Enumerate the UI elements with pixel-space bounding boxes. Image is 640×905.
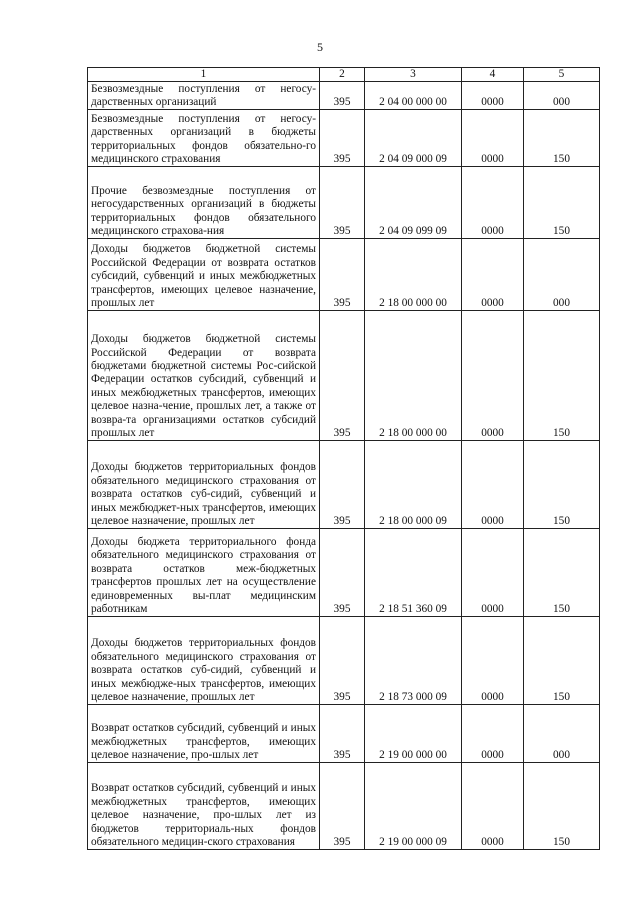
row-name: Доходы бюджетов территориальных фондов обязательного медицинского страхования от возврата остатков суб-сидий, субвенций и иных межбюджет-ных трансфертов, имеющих целевое назначение, прошлых лет: [88, 441, 320, 529]
row-col-3: 2 18 51 360 09: [365, 529, 462, 617]
header-col-3: 3: [365, 68, 462, 82]
table-row: [88, 705, 600, 763]
row-col-4: 0000: [462, 311, 524, 441]
table-row: [88, 239, 600, 311]
header-col-4: 4: [462, 68, 524, 82]
row-name: Доходы бюджета территориального фонда обязательного медицинского страхования от возврата остатков меж-бюджетных трансфертов прошлых лет на осуществление единовременных вы-плат медицинским работникам: [88, 529, 320, 617]
header-col-2: 2: [320, 68, 365, 82]
row-col-2: 395: [320, 110, 365, 167]
table-row: [88, 441, 600, 529]
row-col-3: 2 19 00 000 09: [365, 763, 462, 850]
row-col-4: 0000: [462, 239, 524, 311]
row-col-4: 0000: [462, 529, 524, 617]
row-name: Прочие безвозмездные поступления от негосударственных организаций в бюджеты территориальных фондов обязательного медицинского страхова-ния: [88, 167, 320, 239]
header-col-5: 5: [524, 68, 600, 82]
row-col-4: 0000: [462, 82, 524, 110]
row-name: Возврат остатков субсидий, субвенций и иных межбюджетных трансфертов, имеющих целевое назначение, про-шлых лет из бюджетов территориаль-ных фондов обязательного медицин-ского страхования: [88, 763, 320, 850]
row-col-2: 395: [320, 167, 365, 239]
row-col-5: 150: [524, 441, 600, 529]
row-col-3: 2 18 00 000 00: [365, 239, 462, 311]
table-row: [88, 311, 600, 441]
row-col-5: 150: [524, 763, 600, 850]
row-col-2: 395: [320, 82, 365, 110]
row-col-2: 395: [320, 239, 365, 311]
table-row: [88, 617, 600, 705]
row-col-5: 150: [524, 311, 600, 441]
row-col-4: 0000: [462, 617, 524, 705]
row-col-5: 000: [524, 239, 600, 311]
row-col-3: 2 19 00 000 00: [365, 705, 462, 763]
row-col-3: 2 04 09 099 09: [365, 167, 462, 239]
row-col-2: 395: [320, 311, 365, 441]
page-number: 5: [317, 40, 323, 54]
table-row: [88, 529, 600, 617]
row-col-4: 0000: [462, 763, 524, 850]
row-col-5: 000: [524, 82, 600, 110]
row-col-4: 0000: [462, 705, 524, 763]
row-col-3: 2 18 73 000 09: [365, 617, 462, 705]
row-col-5: 000: [524, 705, 600, 763]
table-row: [88, 167, 600, 239]
row-col-2: 395: [320, 617, 365, 705]
row-name: Безвозмездные поступления от негосу-дарственных организаций в бюджеты территориальных фондов обязательно-го медицинского страхования: [88, 110, 320, 167]
header-col-1: 1: [88, 68, 320, 82]
row-col-4: 0000: [462, 110, 524, 167]
row-name: Безвозмездные поступления от негосу-дарственных организаций: [88, 82, 320, 110]
row-name: Доходы бюджетов территориальных фондов обязательного медицинского страхования от возврата остатков суб-сидий, субвенций и иных межбюдже-ных трансфертов, имеющих целевое назначение, прошлых лет: [88, 617, 320, 705]
row-col-3: 2 04 09 000 09: [365, 110, 462, 167]
table-row: [88, 763, 600, 850]
table-header-row: [88, 68, 600, 82]
row-col-4: 0000: [462, 167, 524, 239]
row-col-3: 2 18 00 000 09: [365, 441, 462, 529]
row-col-5: 150: [524, 617, 600, 705]
row-name: Возврат остатков субсидий, субвенций и иных межбюджетных трансфертов, имеющих целевое назначение, про-шлых лет: [88, 705, 320, 763]
row-col-2: 395: [320, 705, 365, 763]
row-name: Доходы бюджетов бюджетной системы Российской Федерации от возврата остатков субсидий, субвенций и иных межбюджетных трансфертов, имеющих целевое назначение, прошлых лет: [88, 239, 320, 311]
row-col-2: 395: [320, 441, 365, 529]
row-col-5: 150: [524, 529, 600, 617]
row-col-3: 2 04 00 000 00: [365, 82, 462, 110]
budget-table: [87, 67, 600, 850]
row-col-5: 150: [524, 110, 600, 167]
row-col-5: 150: [524, 167, 600, 239]
row-name: Доходы бюджетов бюджетной системы Российской Федерации от возврата бюджетами бюджетной системы Рос-сийской Федерации остатков субсидий, субвенций и иных межбюджетных трансфертов, имеющих целевое назна-чение, прошлых лет, а также от возвра-та организациями остатков субсидий прошлых лет: [88, 311, 320, 441]
row-col-2: 395: [320, 763, 365, 850]
row-col-4: 0000: [462, 441, 524, 529]
table-row: [88, 82, 600, 110]
row-col-2: 395: [320, 529, 365, 617]
table-row: [88, 110, 600, 167]
row-col-3: 2 18 00 000 00: [365, 311, 462, 441]
